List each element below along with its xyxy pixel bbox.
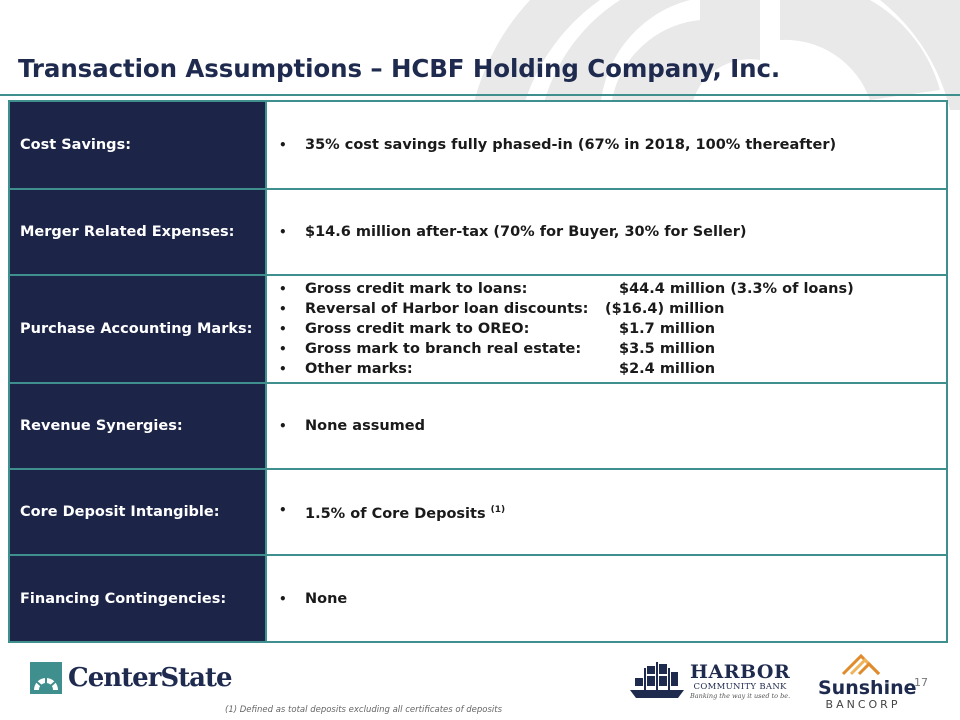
- ship-icon: [628, 660, 686, 702]
- sunshine-subtitle: BANCORP: [825, 698, 901, 711]
- centerstate-emblem-icon: [30, 662, 62, 694]
- bullet-icon: •: [279, 282, 287, 296]
- bullet-item: • None assumed: [279, 418, 425, 434]
- table-row-purchase-accounting: [10, 276, 946, 382]
- table-row-cost-savings: [10, 102, 946, 188]
- mark-item: • Reversal of Harbor loan discounts: ($16.4) million: [279, 301, 725, 317]
- bullet-item: • 35% cost savings fully phased-in (67% in 2018, 100% thereafter): [279, 137, 837, 153]
- row-label: Financing Contingencies:: [10, 556, 267, 641]
- row-label: Cost Savings:: [10, 102, 267, 188]
- row-label: Merger Related Expenses:: [10, 190, 267, 274]
- bullet-item: • None: [279, 590, 348, 607]
- bullet-icon: •: [279, 591, 287, 606]
- page-title: Transaction Assumptions – HCBF Holding Company, Inc.: [18, 54, 781, 83]
- mark-item: • Gross credit mark to OREO: $1.7 million: [279, 321, 716, 337]
- page-number: 17: [914, 676, 928, 689]
- table-row-revenue-synergies: [10, 384, 946, 468]
- harbor-subtitle: COMMUNITY BANK: [693, 681, 787, 692]
- bullet-icon: •: [279, 342, 287, 356]
- bullet-icon: •: [279, 503, 287, 518]
- title-divider: [0, 94, 960, 96]
- sunshine-wordmark: Sunshine: [818, 677, 917, 699]
- table-row-financing: [10, 556, 946, 641]
- bullet-item: • 1.5% of Core Deposits $^{(1)}$: [279, 500, 505, 524]
- bullet-icon: •: [279, 302, 287, 316]
- bullet-item: • $14.6 million after-tax (70% for Buyer, 30% for Seller): [279, 224, 747, 240]
- sunrise-icon: [833, 652, 893, 676]
- harbor-wordmark: HARBOR: [690, 660, 791, 683]
- footnote-ref: (1): [490, 505, 506, 516]
- mark-item: • Other marks: $2.4 million: [279, 361, 716, 377]
- footnote: (1) Defined as total deposits excluding all certificates of deposits: [225, 705, 503, 715]
- row-label: Core Deposit Intangible:: [10, 470, 267, 554]
- assumptions-table: [8, 100, 948, 643]
- table-row-core-deposit: [10, 470, 946, 554]
- mark-item: • Gross mark to branch real estate: $3.5 million: [279, 341, 716, 357]
- bullet-icon: •: [279, 419, 287, 433]
- bullet-icon: •: [279, 362, 287, 376]
- row-label: Revenue Synergies:: [10, 384, 267, 468]
- bullet-icon: •: [279, 225, 287, 239]
- centerstate-logo: [30, 662, 232, 694]
- harbor-logo: [628, 660, 790, 702]
- table-row-merger-expenses: [10, 190, 946, 274]
- bullet-icon: •: [279, 322, 287, 336]
- mark-item: • Gross credit mark to loans: $44.4 million (3.3% of loans): [279, 281, 854, 297]
- harbor-tagline: Banking the way it used to be.: [690, 691, 791, 700]
- row-label: Purchase Accounting Marks:: [10, 276, 267, 382]
- bullet-icon: •: [279, 138, 287, 152]
- centerstate-wordmark: CenterState: [68, 663, 232, 693]
- sunshine-logo: [818, 652, 917, 711]
